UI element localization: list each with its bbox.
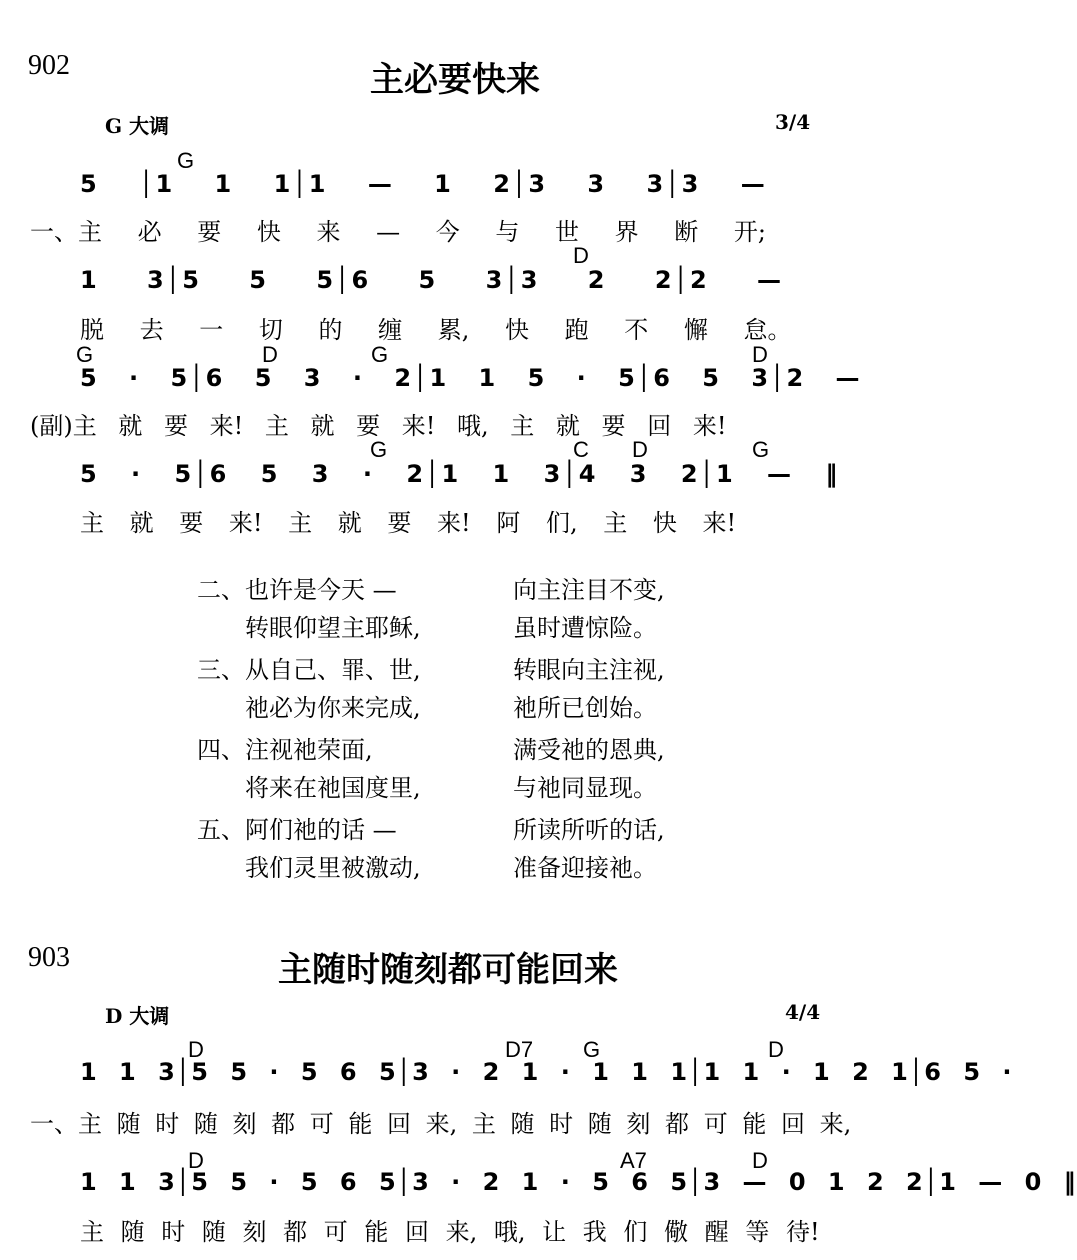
hymn-title: 主随时随刻都可能回来 <box>278 950 618 990</box>
lyric-line: 一、主 必 要 快 来 — 今 与 世 界 断 开; <box>30 218 767 246</box>
verse-4-line-d: 与祂同显现。 <box>513 774 657 802</box>
verse-2-line-a: 二、也许是今天 — <box>197 576 397 604</box>
verse-5-line-a: 五、阿们祂的话 — <box>197 816 397 844</box>
time-signature: 4/4 <box>785 1000 821 1024</box>
chord-label: A7 <box>620 1148 647 1173</box>
verse-4-line-b: 满受祂的恩典, <box>513 736 665 764</box>
chord-label: G <box>371 342 389 367</box>
hymn-number: 902 <box>28 50 70 81</box>
chord-label: D <box>262 342 278 367</box>
verse-4-line-a: 四、注视祂荣面, <box>197 736 373 764</box>
verse-3-line-d: 祂所已创始。 <box>513 694 657 722</box>
score-line: 1 3│5 5 5│6 5 3│3 2 2│2 — <box>80 266 784 294</box>
chord-label: D <box>752 342 768 367</box>
time-signature: 3/4 <box>775 110 811 134</box>
verse-3-line-c: 祂必为你来完成, <box>245 694 421 722</box>
lyric-line: 脱 去 一 切 的 缠 累, 快 跑 不 懈 怠。 <box>80 316 792 344</box>
lyric-line: 主 随 时 随 刻 都 可 能 回 来, 哦, 让 我 们 儆 醒 等 待! <box>80 1218 820 1246</box>
chord-label: D <box>632 437 648 462</box>
key-signature: G 大调 <box>105 114 170 138</box>
chord-label: G <box>752 437 770 462</box>
score-line: 5 · 5│6 5 3 · 2│1 1 5 · 5│6 5 3│2 — <box>80 364 862 392</box>
verse-2-line-b: 向主注目不变, <box>513 576 665 604</box>
lyric-line: 主 就 要 来! 主 就 要 来! 阿 们, 主 快 来! <box>80 509 737 537</box>
chord-label: C <box>573 437 589 462</box>
score-line: 1 1 3│5 5 · 5 6 5│3 · 2 1 · 5 6 5│3 — 0 1 2 2│1 — 0 ‖ <box>80 1168 1077 1196</box>
chord-label: G <box>76 342 94 367</box>
verse-3-line-a: 三、从自己、罪、世, <box>197 656 421 684</box>
lyric-line: (副)主 就 要 来! 主 就 要 来! 哦, 主 就 要 回 来! <box>30 412 727 440</box>
verse-2-line-d: 虽时遭惊险。 <box>513 614 657 642</box>
verse-4-line-c: 将来在祂国度里, <box>245 774 421 802</box>
verse-5-line-c: 我们灵里被激动, <box>245 854 421 882</box>
verse-5-line-b: 所读所听的话, <box>513 816 665 844</box>
chord-label: D <box>188 1148 204 1173</box>
chord-label: D7 <box>505 1037 534 1062</box>
verse-2-line-c: 转眼仰望主耶稣, <box>245 614 421 642</box>
score-line: 5 │1 1 1│1 — 1 2│3 3 3│3 — <box>80 170 767 198</box>
chord-label: D <box>573 243 589 268</box>
chord-label: G <box>370 437 388 462</box>
score-line: 1 1 3│5 5 · 5 6 5│3 · 2 1 · 1 1 1│1 1 · 1 2 1│6 5 · <box>80 1058 1013 1086</box>
score-line: 5 · 5│6 5 3 · 2│1 1 3│4 3 2│1 — ‖ <box>80 460 840 488</box>
chord-label: D <box>188 1037 204 1062</box>
verse-5-line-d: 准备迎接祂。 <box>513 854 657 882</box>
chord-label: D <box>768 1037 784 1062</box>
key-signature: D 大调 <box>105 1004 170 1028</box>
chord-label: G <box>583 1037 601 1062</box>
chord-label: G <box>177 148 195 173</box>
verse-3-line-b: 转眼向主注视, <box>513 656 665 684</box>
chord-label: D <box>752 1148 768 1173</box>
lyric-line: 一、主 随 时 随 刻 都 可 能 回 来, 主 随 时 随 刻 都 可 能 回 来, <box>30 1110 852 1138</box>
hymn-number: 903 <box>28 942 70 973</box>
hymn-title: 主必要快来 <box>370 60 540 100</box>
